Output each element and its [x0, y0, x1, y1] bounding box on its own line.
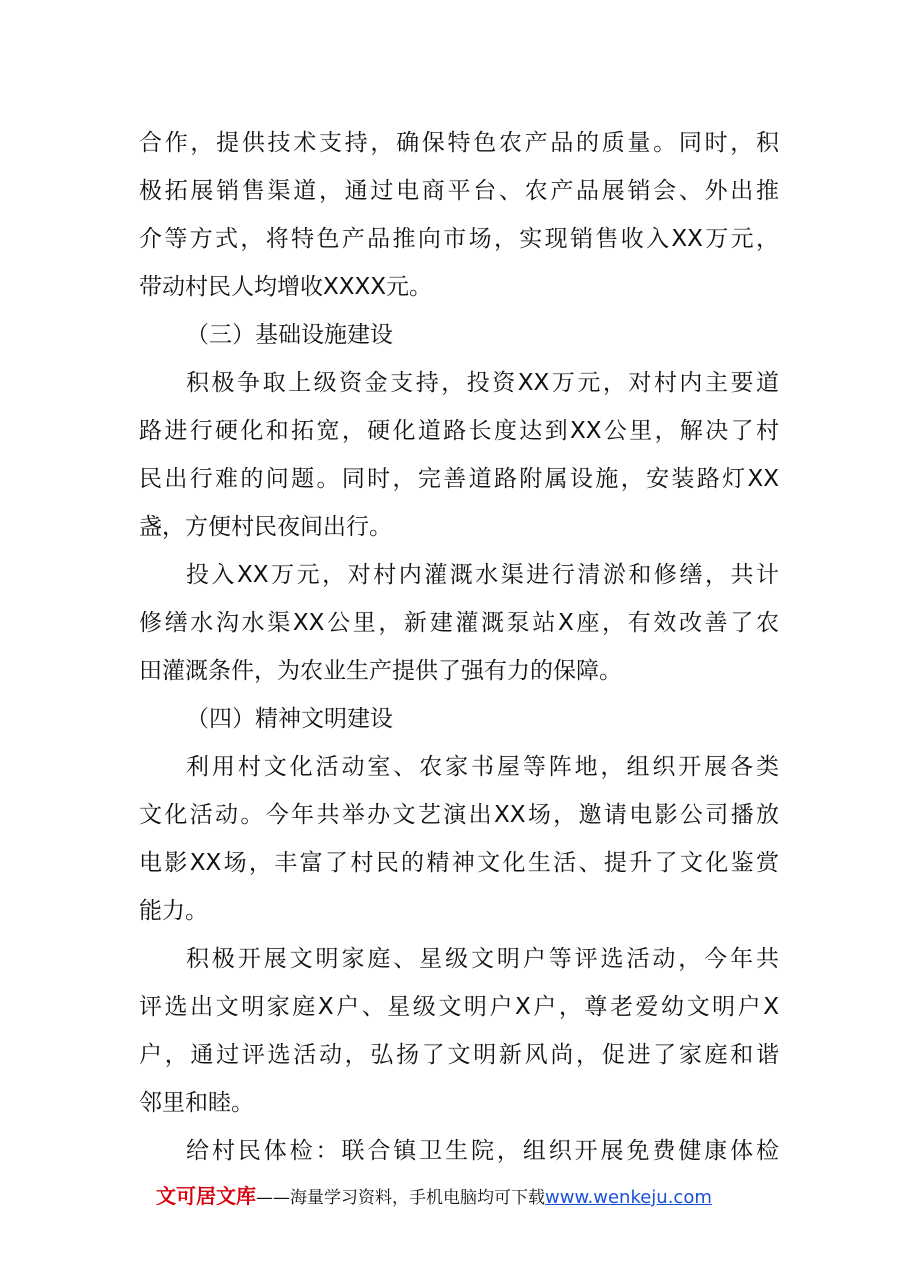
body-line: 带动村民人均增收XXXX元。: [139, 274, 433, 300]
body-line: 田灌溉条件，为农业生产提供了强有力的保障。: [139, 658, 622, 684]
body-line: 积极开展文明家庭、星级文明户等评选活动，今年共: [186, 946, 779, 972]
body-line: 介等方式，将特色产品推向市场，实现销售收入XX万元，: [139, 226, 779, 252]
footer-banner: [156, 1180, 712, 1212]
body-line: 邻里和睦。: [139, 1090, 254, 1116]
body-line: 电影XX场，丰富了村民的精神文化生活、提升了文化鉴赏: [139, 850, 779, 876]
body-line: 评选出文明家庭X户、星级文明户X户，尊老爱幼文明户X: [139, 994, 779, 1020]
body-line: 积极争取上级资金支持，投资XX万元，对村内主要道: [186, 370, 779, 396]
footer-brand: 文可居文库: [156, 1184, 256, 1208]
body-line: 文化活动。今年共举办文艺演出XX场，邀请电影公司播放: [139, 802, 779, 828]
section-heading: （三）基础设施建设: [186, 322, 393, 348]
section-heading: （四）精神文明建设: [186, 706, 393, 732]
body-line: 民出行难的问题。同时，完善道路附属设施，安装路灯XX: [139, 466, 779, 492]
body-line: 能力。: [139, 898, 208, 924]
body-line: 投入XX万元，对村内灌溉水渠进行清淤和修缮，共计: [186, 562, 779, 588]
body-line: 合作，提供技术支持，确保特色农产品的质量。同时，积: [139, 130, 779, 156]
footer-slogan: ——海量学习资料，手机电脑均可下载: [256, 1188, 545, 1208]
body-line: 修缮水沟水渠XX公里，新建灌溉泵站X座，有效改善了农: [139, 610, 779, 636]
body-line: 盏，方便村民夜间出行。: [139, 514, 392, 540]
footer-url-link[interactable]: www.wenkeju.com: [545, 1187, 712, 1208]
body-line: 极拓展销售渠道，通过电商平台、农产品展销会、外出推: [139, 178, 779, 204]
body-line: 利用村文化活动室、农家书屋等阵地，组织开展各类: [186, 754, 779, 780]
body-line: 户，通过评选活动，弘扬了文明新风尚，促进了家庭和谐: [139, 1042, 779, 1068]
body-line: 给村民体检：联合镇卫生院，组织开展免费健康体检: [186, 1138, 779, 1164]
body-line: 路进行硬化和拓宽，硬化道路长度达到XX公里，解决了村: [139, 418, 779, 444]
